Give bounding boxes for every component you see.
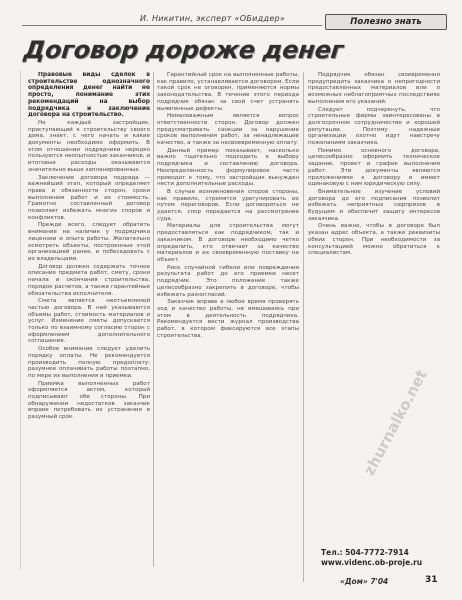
section-tag-label: Полезно знать xyxy=(350,17,422,27)
article-title: Договор дороже денег xyxy=(22,36,345,64)
article-paragraph: Данный пример показывает, насколько важно тщательно подходить к выбору подрядчика и составлению договора. Неопределенность формулировок часто приводит к тому, что застройщик вынужден нести дополнительные расходы. xyxy=(157,147,299,188)
article-paragraph: Заказчик вправе в любое время проверять ход и качество работы, не вмешиваясь при этом в деятельность подрядчика. Рекомендуется вести журнал производства работ, в котором фиксируются все этапы строительства. xyxy=(157,299,299,339)
contact-phone: Тел.: 504-7772-7914 xyxy=(321,548,409,557)
article-paragraph: Не каждый застройщик, приступающий к строительству своего дома, знает, с чего начать и какие документы необходимо оформить. В этом отношении подрядчики нередко пользуются неопытностью заказчиков, и итоговые расходы оказываются значительно выше запланированных. xyxy=(28,119,150,173)
header-divider xyxy=(22,25,322,26)
article-paragraph: Заключение договора подряда — важнейший этап, который определяет права и обязанности сторон, сроки выполнения работ и их стоимость. Грамотно составленный договор позволяет избежать многих споров и конфликтов. xyxy=(28,174,150,221)
article-paragraph: Особое внимание следует уделить порядку оплаты. Не рекомендуется производить полную предоплату: разумнее оплачивать работы поэтапно, по мере их выполнения и приемки. xyxy=(28,346,150,379)
article-lead: Правовые виды сделок в строительстве однозначного определения денег найти не просто, понимание этих рекомендаций на выбор подрядчика и заключение договора на строительство. xyxy=(28,72,150,119)
article-paragraph: Помимо основного договора, целесообразно оформить техническое задание, проект и график выполнения работ. Эти документы являются приложениями к договору и имеют одинаковую с ним юридическую силу. xyxy=(308,147,440,188)
section-tag xyxy=(325,14,447,30)
page-number: 31 xyxy=(425,575,438,585)
article-paragraph: Приемка выполненных работ оформляется актом, который подписывают обе стороны. При обнаружении недостатков заказчик вправе потребовать их устранения в разумный срок. xyxy=(28,380,150,421)
article-paragraph: В случае возникновения споров стороны, как правило, стремятся урегулировать их путем переговоров. Если договориться не удается, спор передается на рассмотрение суда. xyxy=(157,188,299,222)
author-line: И. Никитин, эксперт «ОБиддер» xyxy=(140,14,286,23)
column-divider xyxy=(153,72,154,567)
article-column-1 xyxy=(28,72,150,567)
article-paragraph: Подрядчик обязан своевременно предупредить заказчика о непригодности предоставленных материалов или о возможных неблагоприятных последствиях выполнения его указаний. xyxy=(308,72,440,105)
contact-url[interactable]: www.videnc.ob-proje.ru xyxy=(321,558,423,567)
article-paragraph: Договор должен содержать точное описание предмета работ, смету, сроки начала и окончания строительства, порядок расчетов, а также гарантийные обязательства исполнителя. xyxy=(28,263,150,297)
article-paragraph: Следует подчеркнуть, что строительные фирмы заинтересованы в долгосрочном сотрудничестве и хорошей репутации. Поэтому надежные организации охотно идут навстречу пожеланиям заказчика. xyxy=(308,106,440,147)
margin-line xyxy=(20,70,21,570)
article-paragraph: Внимательное изучение условий договора до его подписания позволит избежать неприятных сюрпризов в будущем и обеспечит защиту интересов заказчика. xyxy=(308,188,440,222)
article-paragraph: Гарантийный срок на выполненные работы, как правило, устанавливается договором. Если такой срок не оговорен, применяются нормы законодательства. В течение этого периода подрядчик обязан за свой счет устранять выявленные дефекты. xyxy=(157,72,299,112)
article-paragraph: Смета является неотъемлемой частью договора. В ней указываются объемы работ, стоимость материалов и услуг. Изменение сметы допускается только по взаимному согласию сторон с оформлением дополнительного соглашения. xyxy=(28,298,150,345)
magazine-issue: «Дом» 7'04 xyxy=(340,577,389,586)
article-paragraph: Очень важно, чтобы в договоре был указан адрес объекта, а также реквизиты обеих сторон. При необходимости за консультацией можно обратиться к специалистам. xyxy=(308,223,440,257)
article-paragraph: Прежде всего, следует обратить внимание на наличие у подрядчика лицензии и опыта работы. Желательно осмотреть объекты, построенные этой организацией ранее, и побеседовать с их владельцами. xyxy=(28,222,150,262)
article-paragraph: Риск случайной гибели или повреждения результата работ до его приемки несет подрядчик. Это положение также целесообразно закрепить в договоре, чтобы избежать разногласий. xyxy=(157,264,299,298)
article-paragraph: Материалы для строительства могут предоставляться как подрядчиком, так и заказчиком. В договоре необходимо четко определить, кто отвечает за качество материалов и их своевременную поставку на объект. xyxy=(157,223,299,263)
article-column-2 xyxy=(157,72,299,582)
column-divider xyxy=(303,72,304,582)
article-paragraph: Немаловажным является вопрос ответственности сторон. Договор должен предусматривать санкции за нарушение сроков выполнения работ, за ненадлежащее качество, а также за несвоевременную оплату. xyxy=(157,113,299,147)
watermark: zhurnalko.net xyxy=(360,366,431,479)
